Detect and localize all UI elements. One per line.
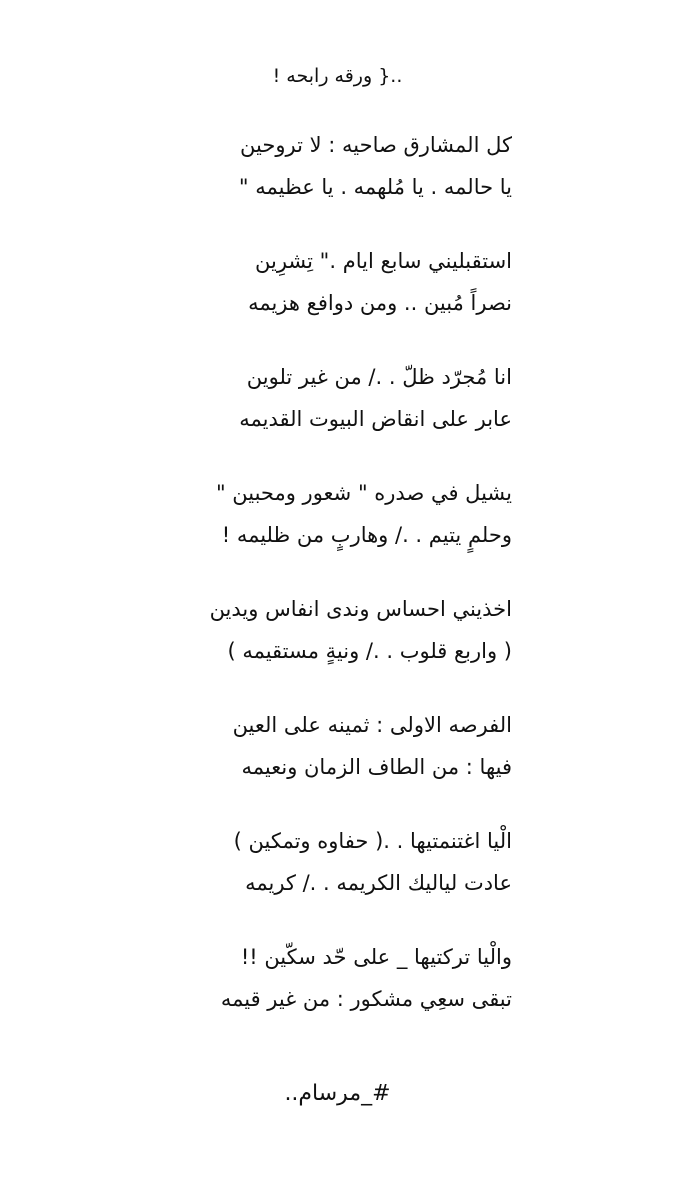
verse-line: الْيا اغتنمتيها . .( حفاوه وتمكين ): [233, 829, 512, 853]
stanza-3: [152, 356, 512, 472]
verse-line: فيها : من الطاف الزمان ونعيمه: [241, 755, 512, 779]
verse-line: يا حالمه . يا مُلهمه . يا عظيمه ": [238, 175, 512, 199]
verse-line: انا مُجرّد ظلّ . ./ من غير تلوين: [246, 365, 512, 389]
verse-line: عادت لياليك الكريمه . ./ كريمه: [245, 871, 512, 895]
verse-line: يشيل في صدره " شعور ومحبين ": [215, 481, 512, 505]
verse-line: كل المشارق صاحيه : لا تروحين: [240, 133, 512, 157]
verse-line: وحلمٍ يتيم . ./ وهاربٍ من ظليمه !: [221, 523, 512, 547]
stanza-2: [152, 240, 512, 356]
poem-body: [152, 124, 512, 1052]
verse-line: تبقى سعِي مشكور : من غير قيمه: [220, 987, 512, 1011]
stanza-4: [152, 472, 512, 588]
verse-line: ( واربع قلوب . ./ ونيةٍ مستقيمه ): [227, 639, 512, 663]
verse-line: استقبليني سابع ايام ." تِشرِين: [255, 249, 512, 273]
verse-line: والْيا تركتيها _ على حّد سكّين !!: [240, 945, 512, 969]
stanza-6: [152, 704, 512, 820]
stanza-1: [152, 124, 512, 240]
poet-signature: #_مرسام..: [284, 1081, 391, 1106]
verse-line: الفرصه الاولى : ثمينه على العين: [232, 713, 512, 737]
stanza-7: [152, 820, 512, 936]
verse-line: عابر على انقاض البيوت القديمه: [239, 407, 512, 431]
stanza-5: [152, 588, 512, 704]
verse-line: اخذيني احساس وندى انفاس ويدين: [209, 597, 512, 621]
poem-title: ..{ ورقه رابحه !: [272, 65, 403, 87]
verse-line: نصراً مُبين .. ومن دوافع هزيمه: [248, 291, 512, 315]
stanza-8: [152, 936, 512, 1052]
